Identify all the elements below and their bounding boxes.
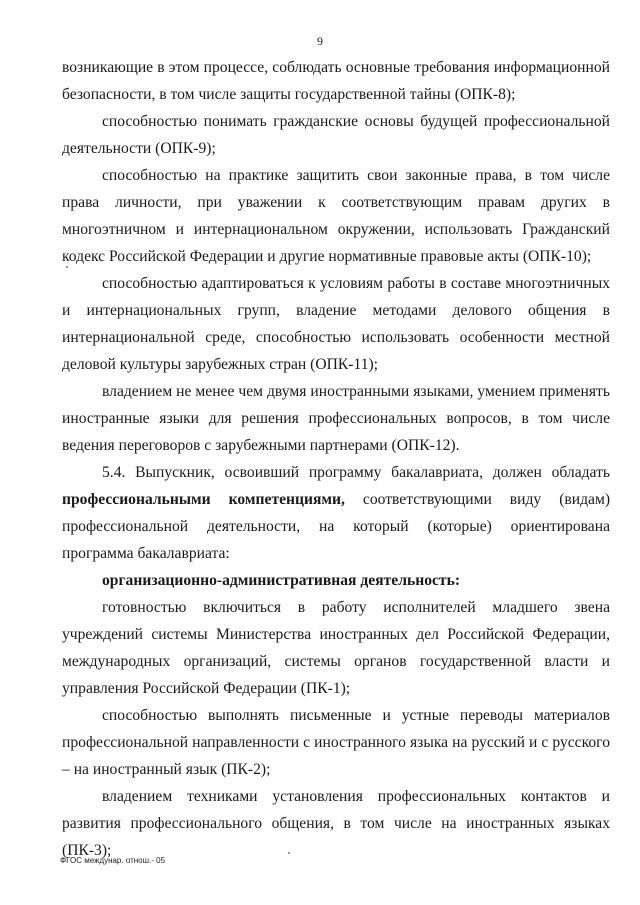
page-number: 9 (317, 34, 323, 48)
paragraph-opk-8: возникающие в этом процессе, соблюдать основные требования информационной безопасности, в том числе защиты государственной тайны (ОПК-8); (62, 59, 610, 103)
document-body (62, 54, 610, 864)
section-heading: организационно-административная деятельность: (102, 572, 461, 589)
paragraph-section-5-4 (62, 459, 610, 567)
section-5-4-rest: соответствующими виду (видам) профессиональной деятельности, на который (которые) ориентирована программа бакалавриата: (62, 491, 611, 562)
paragraph-opk-10: способностью на практике защитить свои законные права, в том числе права личности, при уважении к соответствующим правам других в многоэтничном и интернациональном окружении, использовать Гражданский кодекс Российской Федерации и другие нормативные правовые акты (ОПК-10); (62, 167, 610, 265)
paragraph-pk-2: способностью выполнять письменные и устные переводы материалов профессиональной направленности с иностранного языка на русский и с русского – на иностранный язык (ПК-2); (62, 707, 610, 778)
footer-label: ФГОС междунар. отнош.- 05 (60, 856, 166, 865)
paragraph-opk-11: способностью адаптироваться к условиям работы в составе многоэтничных и интернациональных групп, владение методами делового общения в интернациональной среде, способностью использовать особенности местной деловой культуры зарубежных стран (ОПК-11); (62, 275, 610, 373)
scan-speck (66, 266, 68, 268)
paragraph-opk-12: владением не менее чем двумя иностранными языками, умением применять иностранные языки для решения профессиональных вопросов, в том числе ведения переговоров с зарубежными партнерами (ОПК-12). (62, 383, 610, 454)
scan-speck (288, 852, 290, 854)
section-5-4-bold-term: профессиональными компетенциями, (62, 491, 345, 508)
paragraph-opk-9: способностью понимать гражданские основы будущей профессиональной деятельности (ОПК-9); (62, 113, 610, 157)
paragraph-pk-3: владением техниками установления профессиональных контактов и развития профессионального общения, в том числе на иностранных языках (ПК-3); (62, 788, 610, 859)
section-5-4-lead: 5.4. Выпускник, освоивший программу бакалавриата, должен обладать (102, 464, 610, 481)
paragraph-pk-1: готовностью включиться в работу исполнителей младшего звена учреждений системы Министерства иностранных дел Российской Федерации, международных организаций, системы органов государственной власти и управления Российской Федерации (ПК-1); (62, 599, 610, 697)
